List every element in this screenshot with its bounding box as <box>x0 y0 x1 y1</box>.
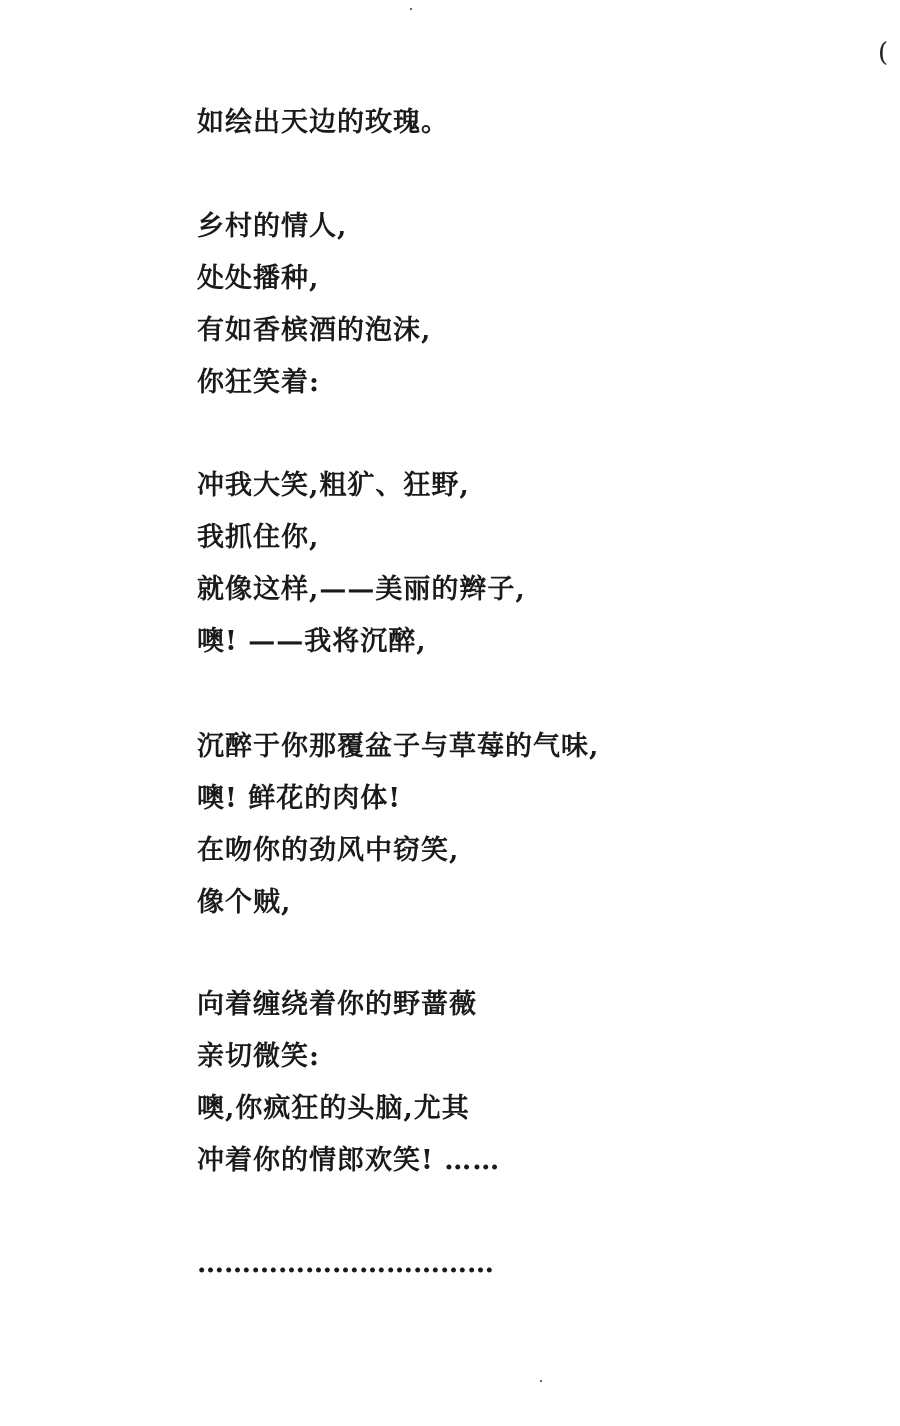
poem-line: 如绘出天边的玫瑰。 <box>197 107 449 138</box>
corner-parenthesis: ( <box>878 38 889 68</box>
poem-line: 处处播种, <box>197 263 320 294</box>
poem-line: 我抓住你, <box>197 522 320 553</box>
scan-speck <box>410 8 412 10</box>
poem-line: 亲切微笑: <box>197 1041 320 1072</box>
poem-line: 噢,你疯狂的头脑,尤其 <box>197 1093 470 1124</box>
poem-line: 乡村的情人, <box>197 211 348 242</box>
poem-line: 你狂笑着: <box>197 367 320 398</box>
poem-line: 沉醉于你那覆盆子与草莓的气味, <box>197 731 600 762</box>
poem-line: 有如香槟酒的泡沫, <box>197 315 432 346</box>
scan-speck <box>540 1380 542 1382</box>
poem-line: 就像这样,——美丽的辫子, <box>197 574 526 605</box>
poem-line: 在吻你的劲风中窃笑, <box>197 835 460 866</box>
poem-line: 像个贼, <box>197 887 292 918</box>
poem-line: 噢! 鲜花的肉体! <box>197 783 402 814</box>
poem-line: 冲着你的情郎欢笑! …… <box>197 1145 501 1176</box>
poem-line: 噢! ——我将沉醉, <box>197 626 427 657</box>
poem-line: 向着缠绕着你的野蔷薇 <box>197 989 477 1020</box>
poem-line: 冲我大笑,粗犷、狂野, <box>197 470 470 501</box>
closing-dots: …………………………… <box>197 1248 494 1279</box>
